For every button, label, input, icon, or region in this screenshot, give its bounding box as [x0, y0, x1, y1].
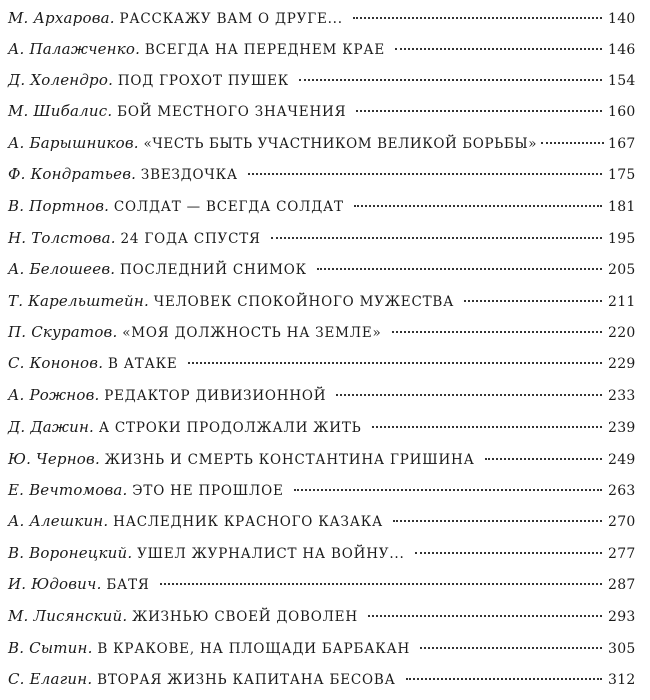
entry-author: Ф. Кондратьев. [8, 165, 137, 183]
entry-author: С. Кононов. [8, 354, 104, 372]
entry-author: М. Архарова. [8, 9, 115, 27]
entry-title: БОЙ МЕСТНОГО ЗНАЧЕНИЯ [117, 104, 347, 120]
entry-page-number: 293 [608, 609, 636, 625]
toc-entry [8, 509, 634, 533]
dot-leader [356, 109, 602, 112]
entry-page-number: 181 [608, 199, 636, 215]
dot-leader [248, 172, 602, 175]
toc-entry [8, 226, 634, 250]
entry-title: В АТАКЕ [107, 356, 178, 372]
dot-leader [271, 236, 602, 239]
entry-page-number: 270 [608, 514, 636, 530]
dot-leader [336, 393, 602, 396]
dot-leader [353, 16, 602, 19]
toc-entry [8, 351, 634, 375]
entry-title: НАСЛЕДНИК КРАСНОГО КАЗАКА [113, 514, 384, 530]
entry-page-number: 239 [608, 420, 636, 436]
entry-title: «ЧЕСТЬ БЫТЬ УЧАСТНИКОМ ВЕЛИКОЙ БОРЬБЫ» [143, 136, 538, 152]
entry-author: А. Алешкин. [8, 512, 109, 530]
dot-leader [294, 488, 602, 491]
toc-entry [8, 383, 634, 407]
entry-page-number: 160 [608, 104, 636, 120]
toc-entry [8, 289, 634, 313]
toc-entry [8, 636, 634, 660]
entry-title: СОЛДАТ — ВСЕГДА СОЛДАТ [113, 199, 344, 215]
entry-author: Ю. Чернов. [8, 450, 100, 468]
entry-page-number: 140 [608, 11, 636, 27]
dot-leader [393, 519, 602, 522]
entry-page-number: 167 [608, 136, 636, 152]
entry-title: ЭТО НЕ ПРОШЛОЕ [132, 483, 284, 499]
entry-page-number: 312 [608, 672, 636, 688]
dot-leader [485, 457, 602, 460]
toc-entry [8, 415, 634, 439]
entry-page-number: 229 [608, 356, 636, 372]
toc-entry [8, 320, 634, 344]
entry-author: А. Барышников. [8, 134, 139, 152]
toc-entry [8, 37, 634, 61]
toc-entry [8, 68, 634, 92]
dot-leader [188, 361, 602, 364]
entry-page-number: 195 [608, 231, 636, 247]
entry-page-number: 287 [608, 577, 636, 593]
entry-author: В. Сытин. [8, 639, 93, 657]
entry-title: В КРАКОВЕ, НА ПЛОЩАДИ БАРБАКАН [97, 641, 411, 657]
entry-page-number: 146 [608, 42, 636, 58]
toc-entry [8, 6, 634, 30]
entry-page-number: 233 [608, 388, 636, 404]
entry-page-number: 305 [608, 641, 636, 657]
entry-author: В. Воронецкий. [8, 544, 133, 562]
entry-author: М. Лисянский. [8, 607, 128, 625]
entry-author: И. Юдович. [8, 575, 102, 593]
dot-leader [420, 646, 602, 649]
entry-author: М. Шибалис. [8, 102, 113, 120]
entry-page-number: 263 [608, 483, 636, 499]
entry-title: ЧЕЛОВЕК СПОКОЙНОГО МУЖЕСТВА [153, 294, 455, 310]
entry-page-number: 211 [608, 294, 636, 310]
dot-leader [368, 614, 602, 617]
entry-title: УШЕЛ ЖУРНАЛИСТ НА ВОЙНУ... [137, 546, 405, 562]
entry-author: А. Белошеев. [8, 260, 116, 278]
entry-title: 24 ГОДА СПУСТЯ [120, 231, 261, 247]
dot-leader [299, 78, 602, 81]
dot-leader [415, 551, 602, 554]
entry-page-number: 175 [608, 167, 636, 183]
dot-leader [392, 330, 602, 333]
dot-leader [372, 425, 602, 428]
entry-author: Е. Вечтомова. [8, 481, 128, 499]
entry-title: ВТОРАЯ ЖИЗНЬ КАПИТАНА БЕСОВА [97, 672, 396, 688]
entry-page-number: 154 [608, 73, 636, 89]
entry-author: А. Рожнов. [8, 386, 100, 404]
entry-title: ЗВЕЗДОЧКА [140, 167, 238, 183]
dot-leader [395, 47, 602, 50]
dot-leader [464, 299, 602, 302]
entry-page-number: 249 [608, 452, 636, 468]
toc-entry [8, 131, 634, 155]
entry-title: ЖИЗНЬ И СМЕРТЬ КОНСТАНТИНА ГРИШИНА [104, 452, 475, 468]
entry-page-number: 277 [608, 546, 636, 562]
entry-title: ВСЕГДА НА ПЕРЕДНЕМ КРАЕ [144, 42, 386, 58]
toc-entry [8, 604, 634, 628]
entry-title: БАТЯ [106, 577, 150, 593]
entry-page-number: 220 [608, 325, 636, 341]
dot-leader [317, 267, 602, 270]
toc-entry [8, 478, 634, 502]
entry-author: Д. Дажин. [8, 418, 95, 436]
entry-author: П. Скуратов. [8, 323, 118, 341]
dot-leader [160, 582, 602, 585]
entry-title: А СТРОКИ ПРОДОЛЖАЛИ ЖИТЬ [98, 420, 362, 436]
entry-author: Т. Карельштейн. [8, 292, 149, 310]
entry-page-number: 205 [608, 262, 636, 278]
toc-entry [8, 257, 634, 281]
toc-entry [8, 99, 634, 123]
entry-author: А. Палажченко. [8, 40, 141, 58]
toc-entry [8, 667, 634, 691]
dot-leader [406, 677, 602, 680]
dot-leader [354, 204, 602, 207]
entry-title: «МОЯ ДОЛЖНОСТЬ НА ЗЕМЛЕ» [122, 325, 382, 341]
entry-author: Д. Холендро. [8, 71, 114, 89]
entry-author: Н. Толстова. [8, 229, 116, 247]
toc-entry [8, 541, 634, 565]
entry-author: В. Портнов. [8, 197, 110, 215]
entry-title: ПОД ГРОХОТ ПУШЕК [117, 73, 290, 89]
entry-author: С. Елагин. [8, 670, 93, 688]
entry-title: ПОСЛЕДНИЙ СНИМОК [120, 262, 307, 278]
entry-title: РАССКАЖУ ВАМ О ДРУГЕ... [119, 11, 343, 27]
toc-entry [8, 447, 634, 471]
entry-title: ЖИЗНЬЮ СВОЕЙ ДОВОЛЕН [132, 609, 358, 625]
dot-leader [541, 141, 604, 144]
toc-entry [8, 162, 634, 186]
toc-entry [8, 572, 634, 596]
toc-entry [8, 194, 634, 218]
entry-title: РЕДАКТОР ДИВИЗИОННОЙ [104, 388, 327, 404]
